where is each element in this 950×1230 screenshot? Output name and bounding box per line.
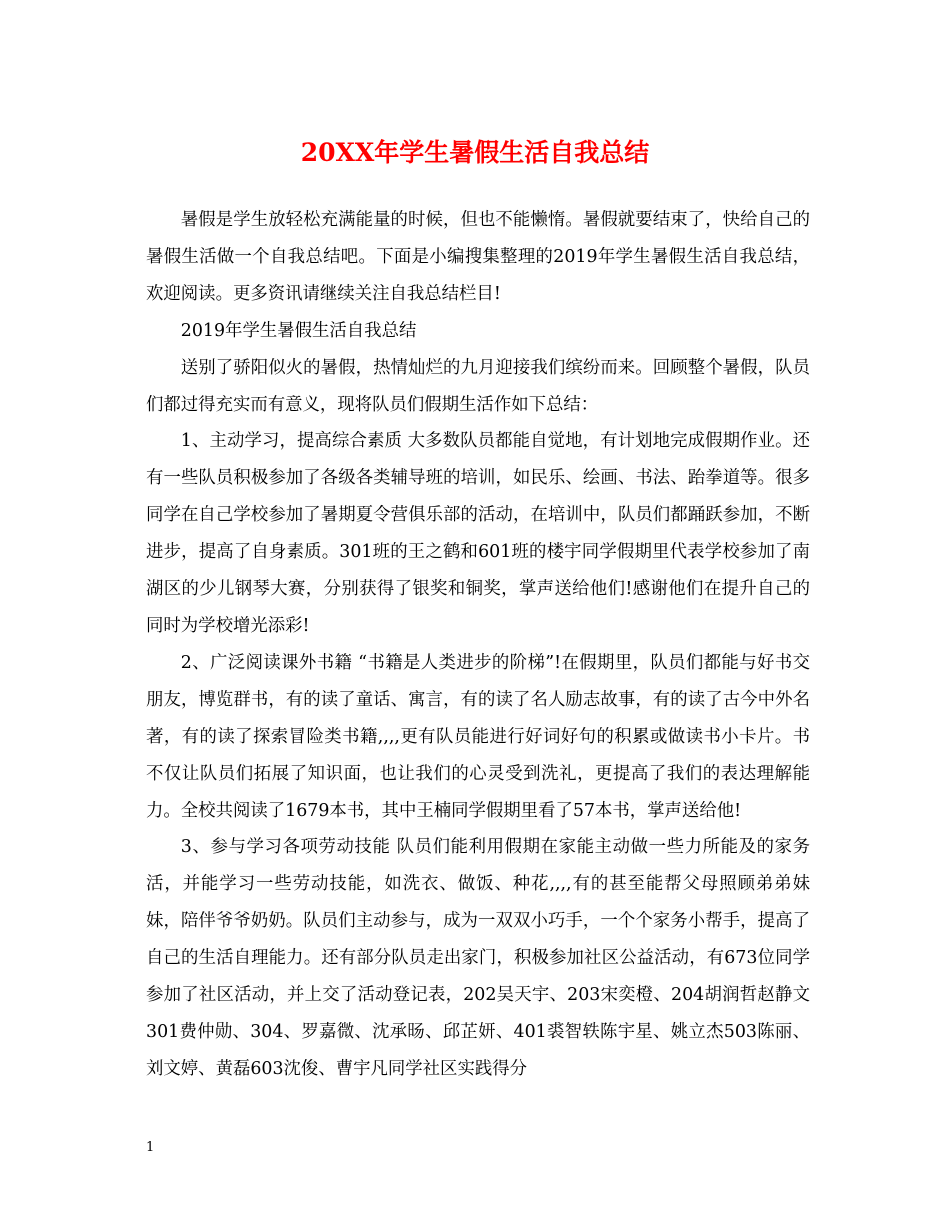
document-title: 20XX年学生暑假生活自我总结: [300, 138, 650, 167]
document-body: [146, 202, 810, 1088]
intro-paragraph: 暑假是学生放轻松充满能量的时候，但也不能懒惰。暑假就要结束了，快给自己的暑假生活做一个自我总结吧。下面是小编搜集整理的2019年学生暑假生活自我总结，欢迎阅读。更多资讯请继续关注自我总结栏目!: [146, 210, 810, 304]
study-paragraph: 1、主动学习，提高综合素质 大多数队员都能自觉地，有计划地完成假期作业。还有一些队员积极参加了各级各类辅导班的培训，如民乐、绘画、书法、跆拳道等。很多同学在自己学校参加了暑期夏令营俱乐部的活动，在培训中，队员们都踊跃参加，不断进步，提高了自身素质。301班的王之鹤和601班的楼宇同学假期里代表学校参加了南湖区的少儿钢琴大赛，分别获得了银奖和铜奖，掌声送给他们!感谢他们在提升自己的同时为学校增光添彩!: [146, 431, 810, 636]
opening-paragraph: 送别了骄阳似火的暑假，热情灿烂的九月迎接我们缤纷而来。回顾整个暑假，队员们都过得充实而有意义，现将队员们假期生活作如下总结：: [146, 357, 810, 415]
page-number: 1: [146, 1140, 155, 1155]
reading-paragraph: 2、广泛阅读课外书籍 “书籍是人类进步的阶梯”!在假期里，队员们都能与好书交朋友，博览群书，有的读了童话、寓言，有的读了名人励志故事，有的读了古今中外名著，有的读了探索冒险类书籍,,,,更有队员能进行好词好句的积累或做读书小卡片。书不仅让队员们拓展了知识面，也让我们的心灵受到洗礼，更提高了我们的表达理解能力。全校共阅读了1679本书，其中王楠同学假期里看了57本书，掌声送给他!: [146, 652, 810, 821]
labor-paragraph: 3、参与学习各项劳动技能 队员们能利用假期在家能主动做一些力所能及的家务活，并能学习一些劳动技能，如洗衣、做饭、种花,,,,有的甚至能帮父母照顾弟弟妹妹，陪伴爷爷奶奶。队员们主动参与，成为一双双小巧手，一个个家务小帮手，提高了自己的生活自理能力。还有部分队员走出家门，积极参加社区公益活动，有673位同学参加了社区活动，并上交了活动登记表，202吴天宇、203宋奕橙、204胡润哲赵静文301费仲勋、304、罗嘉微、沈承旸、邱芷妍、401裘智轶陈宇星、姚立杰503陈丽、刘文婷、黄磊603沈俊、曹宇凡同学社区实践得分: [146, 837, 810, 1079]
section-heading: 2019年学生暑假生活自我总结: [180, 320, 417, 341]
